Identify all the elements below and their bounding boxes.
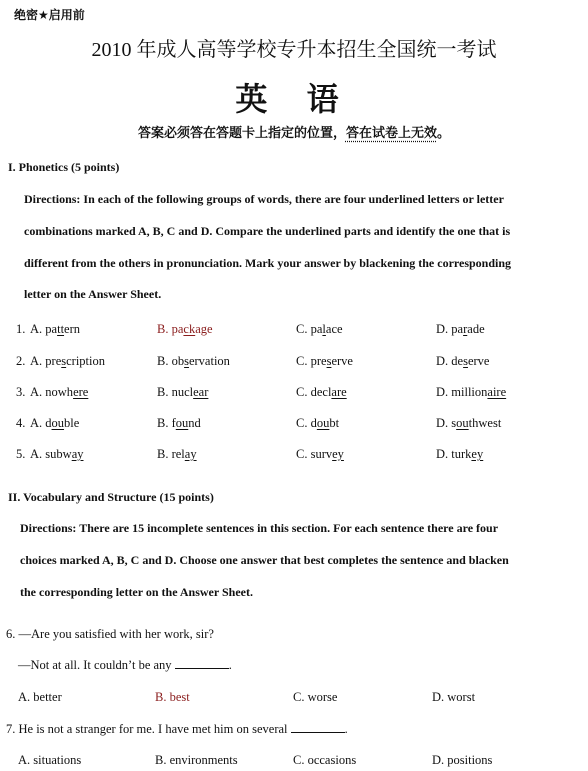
option-label: D. — [436, 416, 452, 430]
option-label: B. — [157, 416, 172, 430]
confidential-label: 绝密★启用前 — [14, 8, 85, 22]
exam-title: 2010 年成人高等学校专升本招生全国统一考试 — [91, 39, 497, 61]
question-number: 4. — [16, 416, 26, 430]
option-label: B. — [157, 354, 172, 368]
word-part: ble — [64, 416, 80, 430]
word-part: ervation — [188, 354, 230, 368]
underlined-letters: aire — [487, 385, 507, 399]
underlined-letters: s — [463, 354, 468, 368]
option-c — [296, 447, 344, 462]
option-d: D. worst — [432, 690, 476, 704]
question-7-end: . — [344, 722, 348, 736]
answer-blank — [291, 722, 345, 733]
word-part: pa — [171, 322, 184, 336]
word-part: erve — [331, 354, 353, 368]
option-label: C. — [296, 322, 311, 336]
underlined-letters: ay — [184, 447, 197, 461]
option-label: B. — [157, 385, 172, 399]
word-part: ob — [171, 354, 185, 368]
word-part: decl — [310, 385, 332, 399]
word-part: pre — [45, 354, 62, 368]
option-c — [296, 354, 353, 369]
option-label: B. — [157, 447, 172, 461]
question-6-line1: 6. —Are you satisfied with her work, sir? — [6, 627, 214, 641]
option-a: A. situations — [18, 753, 82, 767]
word-part: s — [451, 416, 457, 430]
word-part: f — [171, 416, 176, 430]
underlined-letters: s — [326, 354, 332, 368]
option-label: C. — [296, 447, 311, 461]
option-b: B. environments — [155, 753, 238, 767]
word-part: subw — [45, 447, 72, 461]
option-a: A. better — [18, 690, 62, 704]
subject-title: 英 语 — [235, 80, 353, 118]
instruction-pre: 答案必须答在答题卡上指定的位置， — [137, 126, 346, 141]
option-d — [436, 354, 489, 369]
section1-title: I. Phonetics (5 points) — [8, 160, 120, 174]
option-c — [296, 416, 339, 431]
question-number: 5. — [16, 447, 26, 461]
word-part: pa — [310, 322, 323, 336]
question-6-stem: —Not at all. It couldn’t be any — [18, 658, 172, 672]
option-label: C. — [296, 354, 311, 368]
option-label: B. — [157, 322, 172, 336]
underlined-letters: ey — [332, 447, 344, 461]
option-label: C. — [296, 416, 311, 430]
word-part: cription — [66, 354, 106, 368]
section1-directions-line: different from the others in pronunciation. Mark your answer by blackening the corresponding — [24, 256, 512, 270]
underlined-letters: s — [184, 354, 189, 368]
option-label: A. — [30, 447, 46, 461]
word-part: nowh — [45, 385, 74, 399]
underlined-letters: ou — [316, 416, 330, 430]
section2-directions-line: the corresponding letter on the Answer Sheet. — [20, 585, 253, 599]
section2-directions-line: choices marked A, B, C and D. Choose one answer that best completes the sentence and blacken — [20, 553, 509, 567]
option-label: D. — [436, 354, 452, 368]
word-part: pre — [310, 354, 327, 368]
word-part: ade — [467, 322, 485, 336]
option-b: B. best — [155, 690, 190, 704]
question-number: 3. — [16, 385, 26, 399]
option-b — [157, 322, 213, 337]
option-c: C. occasions — [293, 753, 357, 767]
option-label: A. — [30, 385, 46, 399]
option-a — [30, 354, 105, 369]
underlined-letters: ere — [73, 385, 89, 399]
answer-blank — [175, 658, 229, 669]
word-part: bt — [329, 416, 340, 430]
option-a — [30, 416, 79, 431]
word-part: ace — [325, 322, 343, 336]
word-part: rel — [171, 447, 185, 461]
word-part: million — [451, 385, 488, 399]
option-label: D. — [436, 322, 452, 336]
word-part: de — [451, 354, 464, 368]
word-part: thwest — [468, 416, 502, 430]
option-c: C. worse — [293, 690, 338, 704]
option-c — [296, 322, 343, 337]
word-part: d — [45, 416, 52, 430]
option-b — [157, 385, 208, 400]
underlined-letters: ou — [175, 416, 189, 430]
question-7-stem: 7. He is not a stranger for me. I have met him on several — [6, 722, 288, 736]
underlined-letters: ou — [456, 416, 469, 430]
word-part: pa — [451, 322, 464, 336]
option-d — [436, 416, 501, 431]
question-number: 2. — [16, 354, 26, 368]
option-label: C. — [296, 385, 311, 399]
word-part: pa — [45, 322, 58, 336]
option-label: A. — [30, 354, 46, 368]
word-part: surv — [310, 447, 333, 461]
option-label: A. — [30, 322, 46, 336]
word-part: d — [310, 416, 317, 430]
underlined-letters: ay — [71, 447, 84, 461]
underlined-letters: are — [331, 385, 347, 399]
option-d — [436, 447, 483, 462]
underlined-letters: ck — [183, 322, 196, 336]
underlined-letters: ou — [51, 416, 65, 430]
option-d — [436, 322, 485, 337]
question-number: 1. — [16, 322, 26, 336]
instruction-end: 。 — [437, 126, 451, 141]
question-6-line2 — [18, 658, 232, 673]
word-part: ern — [64, 322, 81, 336]
section1-directions-line: combinations marked A, B, C and D. Compare the underlined parts and identify the one that is — [24, 224, 511, 238]
option-label: D. — [436, 385, 452, 399]
section2-directions-line: Directions: There are 15 incomplete sentences in this section. For each sentence there are four — [20, 521, 499, 535]
option-label: D. — [436, 447, 452, 461]
question-7-line1 — [6, 722, 348, 737]
word-part: nucl — [171, 385, 194, 399]
word-part: age — [195, 322, 213, 336]
answer-instruction — [0, 122, 588, 141]
option-c — [296, 385, 347, 400]
option-b — [157, 354, 230, 369]
underlined-letters: s — [61, 354, 67, 368]
option-b — [157, 447, 197, 462]
section2-title: II. Vocabulary and Structure (15 points) — [8, 490, 214, 504]
option-a — [30, 385, 88, 400]
option-b — [157, 416, 201, 431]
option-label: A. — [30, 416, 46, 430]
underlined-letters: ear — [193, 385, 209, 399]
instruction-dotted: 答在试卷上无效 — [345, 126, 437, 141]
option-a — [30, 447, 84, 462]
word-part: erve — [467, 354, 490, 368]
underlined-letters: tt — [57, 322, 65, 336]
option-d: D. positions — [432, 753, 493, 767]
option-a — [30, 322, 80, 337]
word-part: turk — [451, 447, 472, 461]
section1-directions-line: Directions: In each of the following groups of words, there are four underlined letters or letter — [24, 192, 504, 206]
underlined-letters: l — [322, 322, 326, 336]
question-6-end: . — [228, 658, 232, 672]
option-d — [436, 385, 506, 400]
underlined-letters: ey — [471, 447, 484, 461]
word-part: nd — [188, 416, 201, 430]
underlined-letters: r — [463, 322, 468, 336]
section1-directions-line: letter on the Answer Sheet. — [24, 287, 162, 301]
